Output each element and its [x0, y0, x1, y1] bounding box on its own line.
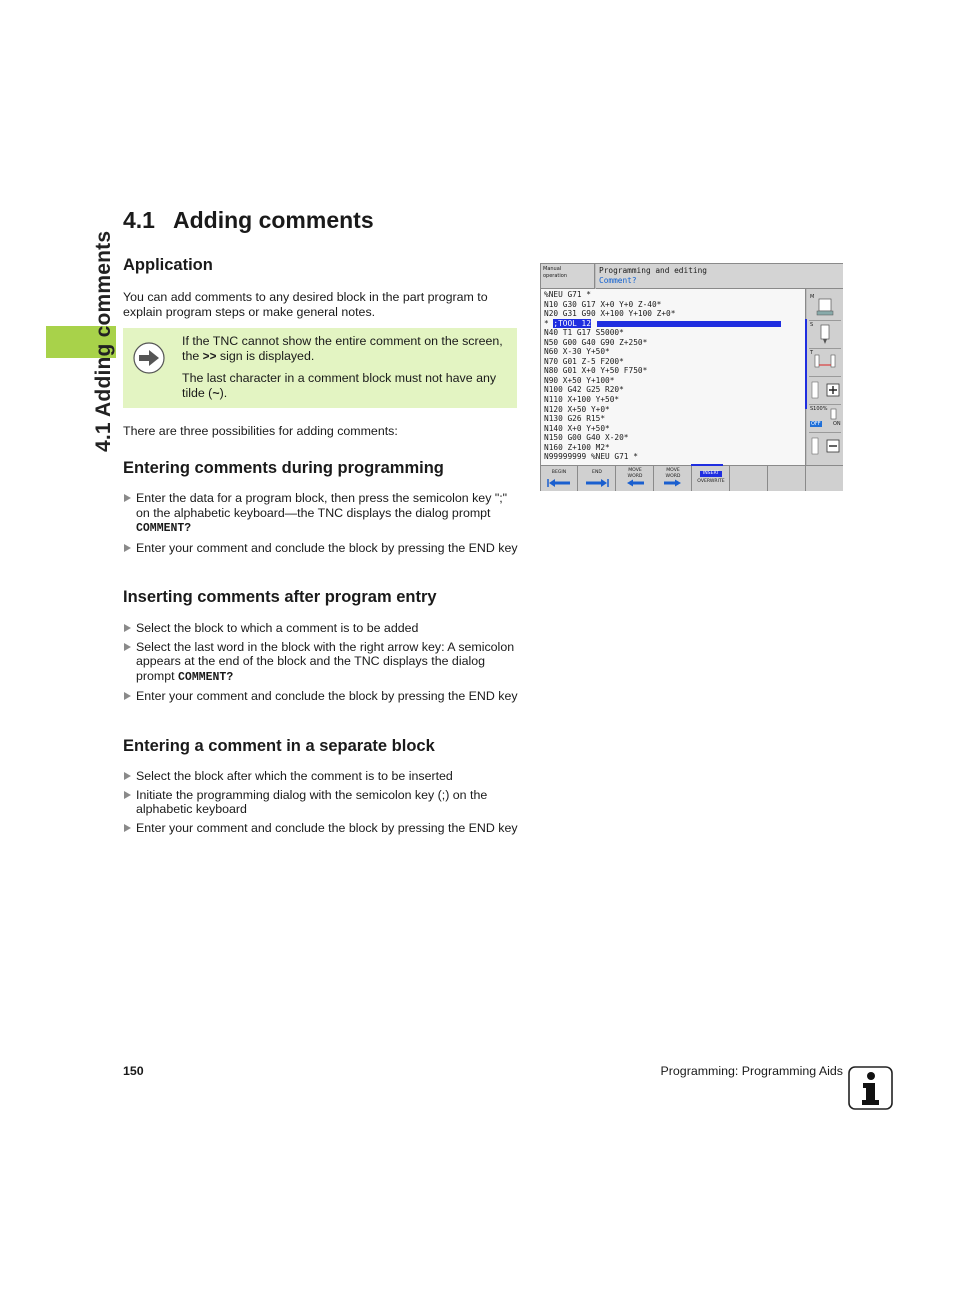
program-line: N100 G42 G25 R20*: [544, 385, 624, 395]
section-title-text: Adding comments: [173, 207, 374, 233]
possibilities-text: There are three possibilities for adding comments:: [123, 424, 398, 438]
insert-label: INSERT: [700, 471, 722, 477]
softkey-spindle-override[interactable]: [809, 405, 841, 433]
minus-icon: [809, 433, 841, 459]
list-item: Enter your comment and conclude the block by pressing the END key: [123, 541, 518, 556]
during-programming-heading: Entering comments during programming: [123, 459, 444, 477]
chapter-title: Programming: Programming Aids: [660, 1064, 843, 1078]
softkey-end[interactable]: [579, 466, 616, 491]
softkey-label: END: [592, 470, 602, 475]
program-line: N140 X+0 Y+50*: [544, 423, 610, 433]
after-entry-steps: [123, 621, 518, 708]
softkey-label: MOVE WORD: [665, 468, 681, 479]
on-toggle[interactable]: ON: [833, 421, 841, 427]
program-line: N160 Z+100 M2*: [544, 442, 610, 452]
note-line-2: [182, 371, 512, 400]
list-item: Select the block after which the comment is to be inserted: [123, 769, 518, 784]
softkey-label: T: [810, 350, 814, 356]
screen-title: [596, 264, 843, 289]
program-line: N50 G00 G40 G90 Z+250*: [544, 337, 648, 347]
program-line-prefix: *: [544, 318, 554, 328]
program-line: N130 G26 R15*: [544, 414, 606, 424]
note-line-1: [182, 334, 512, 365]
softkey-insert-overwrite[interactable]: [693, 466, 730, 491]
softkey-label: S100%: [810, 406, 828, 412]
softkey-label: M: [810, 294, 815, 300]
list-item: [123, 491, 518, 537]
note-sign: >>: [202, 350, 217, 364]
softkey-label: BEGIN: [551, 470, 567, 475]
softkey-empty-3[interactable]: [807, 466, 844, 491]
mode-label: Manual: [543, 266, 562, 272]
program-line: N70 G01 Z-5 F200*: [544, 356, 624, 366]
program-listing: [541, 289, 806, 465]
arrow-right-icon: [133, 342, 165, 374]
section-number: 4.1: [123, 207, 155, 233]
mode-label: operation: [543, 273, 568, 279]
list-item: Enter your comment and conclude the block by pressing the END key: [123, 689, 518, 704]
screen-title-text: Programming and editing: [599, 266, 707, 275]
softkey-m[interactable]: [809, 293, 841, 321]
step-text: Enter the data for a program block, then press the semicolon key ";" on the alphabetic keyboard—the TNC displays the dialog prompt: [136, 491, 508, 520]
note-text: sign is displayed.: [216, 348, 315, 363]
list-item: Select the block to which a comment is to be added: [123, 621, 518, 636]
separate-block-steps: [123, 769, 518, 839]
program-line: %NEU G71 *: [544, 290, 591, 299]
softkey-empty-2[interactable]: [769, 466, 806, 491]
softkey-plus[interactable]: [809, 377, 841, 405]
program-line: N80 G01 X+0 Y+50 F750*: [544, 366, 648, 376]
right-bar-arrow-icon: [584, 478, 610, 488]
softkey-t[interactable]: [809, 349, 841, 377]
spindle-icon: [809, 321, 841, 347]
info-icon: [848, 1066, 893, 1110]
list-item: Initiate the programming dialog with the semicolon key (;) on the alphabetic keyboard: [123, 788, 518, 817]
program-line: [544, 319, 802, 329]
arrow-left-icon: [622, 479, 648, 487]
side-tab-title: 4.1 Adding comments: [92, 230, 115, 452]
application-intro: You can add comments to any desired block in the part program to explain program steps or make general notes.: [123, 290, 488, 319]
softkey-begin[interactable]: [541, 466, 578, 491]
cursor-bar: [597, 321, 781, 327]
after-entry-heading: Inserting comments after program entry: [123, 588, 437, 606]
dialog-prompt: COMMENT?: [178, 670, 234, 684]
section-title: [123, 207, 374, 234]
softkey-move-word-right[interactable]: [655, 466, 692, 491]
left-bar-arrow-icon: [546, 478, 572, 488]
program-line: N110 X+100 Y+50*: [544, 395, 620, 405]
softkey-minus[interactable]: [809, 433, 841, 460]
list-item: Enter your comment and conclude the block by pressing the END key: [123, 821, 518, 836]
program-line: N90 X+50 Y+100*: [544, 375, 615, 385]
softkey-row: [541, 465, 843, 491]
program-line: N40 T1 G17 S5000*: [544, 328, 624, 338]
page-number: 150: [123, 1064, 144, 1078]
side-softkeys: [807, 289, 843, 465]
note-text: If the TNC cannot show the entire comment on the screen, the: [182, 334, 503, 363]
note-box: [123, 328, 517, 408]
program-line: N99999999 %NEU G71 *: [544, 452, 638, 462]
program-line: N120 X+50 Y+0*: [544, 404, 610, 414]
step-text: Select the last word in the block with the right arrow key: A semicolon appears at the end of the block and the TNC displays the dialog prompt: [136, 639, 515, 683]
plus-icon: [809, 377, 841, 403]
softkey-empty-1[interactable]: [731, 466, 768, 491]
program-line: N60 X-30 Y+50*: [544, 347, 610, 357]
dialog-prompt: Comment?: [599, 275, 637, 285]
note-tilde: ~: [212, 385, 220, 400]
off-toggle[interactable]: OFF: [811, 421, 821, 427]
softkey-label: S: [810, 322, 814, 328]
note-text: The last character in a comment block must not have any tilde (: [182, 371, 497, 400]
program-line: N10 G30 G17 X+0 Y+0 Z-40*: [544, 299, 662, 309]
highlighted-comment: ;TOOL 12: [553, 318, 591, 328]
application-heading: Application: [123, 256, 213, 274]
list-item: [123, 640, 518, 686]
program-line: N20 G31 G90 X+100 Y+100 Z+0*: [544, 309, 676, 319]
arrow-right-icon: [660, 479, 686, 487]
program-line: N150 G00 G40 X-20*: [544, 433, 629, 443]
tool-call-icon: [809, 349, 841, 375]
softkey-label: MOVE WORD: [627, 468, 643, 479]
during-programming-steps: [123, 491, 518, 559]
overwrite-label: OVERWRITE: [697, 478, 725, 484]
softkey-move-word-left[interactable]: [617, 466, 654, 491]
note-text: ).: [219, 385, 228, 400]
dialog-prompt: COMMENT?: [136, 522, 192, 535]
softkey-s[interactable]: [809, 321, 841, 349]
operating-mode: [541, 264, 595, 289]
separate-block-heading: Entering a comment in a separate block: [123, 737, 435, 755]
tnc-screenshot: [540, 263, 843, 491]
